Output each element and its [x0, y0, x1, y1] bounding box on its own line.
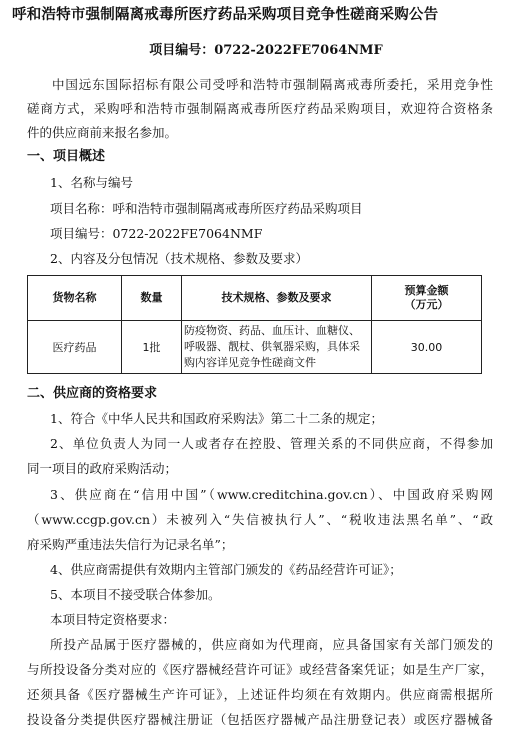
intro-line-3: 件的供应商前来报名参加。 — [27, 125, 178, 140]
requirement-line: 4、供应商需提供有效期内主管部门颁发的《药品经营许可证》； — [50, 562, 402, 577]
item-1-title: 1、名称与编号 — [50, 175, 133, 190]
cell-spec — [182, 321, 372, 374]
requirement-line: 同一项目的政府采购活动； — [27, 461, 178, 476]
requirement-line: 与所投设备分类对应的《医疗器械经营许可证》或经营备案凭证；如是生产厂家， — [27, 662, 493, 677]
intro-line-1: 中国远东国际招标有限公司受呼和浩特市强制隔离戒毒所委托，采用竞争性 — [52, 77, 493, 92]
table-row — [28, 321, 482, 374]
requirement-line: 5、本项目不接受联合体参加。 — [50, 587, 221, 602]
intro-line-2: 磋商方式，采购呼和浩特市强制隔离戒毒所医疗药品采购项目，欢迎符合资格条 — [27, 101, 493, 116]
section-1-heading: 一、项目概述 — [27, 149, 106, 164]
requirement-line: 3、供应商在“信用中国”（www.creditchina.gov.cn）、中国政府采购网 — [50, 487, 493, 502]
header-goods-name: 货物名称 — [28, 276, 122, 321]
cell-budget: 30.00 — [372, 321, 482, 374]
requirement-line: （www.ccgp.gov.cn）未被列入“失信被执行人”、“税收违法黑名单”、“政 — [27, 512, 493, 527]
header-spec: 技术规格、参数及要求 — [182, 276, 372, 321]
section-2-heading: 二、供应商的资格要求 — [27, 386, 158, 401]
requirement-line: 2、单位负责人为同一人或者存在控股、管理关系的不同供应商，不得参加 — [50, 436, 493, 451]
requirement-line: 1、符合《中华人民共和国政府采购法》第二十二条的规定； — [50, 411, 383, 426]
cell-goods-name: 医疗药品 — [28, 321, 122, 374]
requirement-line: 所投产品属于医疗器械的，供应商如为代理商，应具备国家有关部门颁发的 — [50, 637, 493, 652]
requirement-line: 还须具备《医疗器械生产许可证》，上述证件均须在有效期内。供应商需根据所 — [27, 687, 493, 702]
cell-spec-line-3: 购内容详见竞争性磋商文件 — [184, 356, 316, 369]
header-quantity: 数量 — [122, 276, 182, 321]
requirement-line: 府采购严重违法失信行为记录名单”； — [27, 537, 234, 552]
header-budget — [372, 276, 482, 321]
project-number-header: 项目编号：0722-2022FE7064NMF — [149, 43, 383, 58]
procurement-table — [27, 275, 482, 374]
item-2-title: 2、内容及分包情况（技术规格、参数及要求） — [50, 251, 308, 266]
requirement-line: 投设备分类提供医疗器械注册证（包括医疗器械产品注册登记表）或医疗器械备 — [27, 712, 493, 727]
cell-spec-line-2: 呼吸器、靓杖、供氧器采购，具体采 — [184, 340, 360, 353]
header-budget-unit: （万元） — [404, 298, 449, 311]
project-name-line: 项目名称：呼和浩特市强制隔离戒毒所医疗药品采购项目 — [50, 201, 363, 216]
table-header-row — [28, 276, 482, 321]
project-number-line: 项目编号：0722-2022FE7064NMF — [50, 226, 263, 241]
cell-quantity: 1批 — [122, 321, 182, 374]
cell-spec-line-1: 防疫物资、药品、血压计、血糖仪、 — [184, 324, 360, 337]
requirement-line: 本项目特定资格要求： — [50, 612, 176, 627]
header-budget-label: 预算金额 — [404, 284, 449, 297]
document-title: 呼和浩特市强制隔离戒毒所医疗药品采购项目竞争性磋商采购公告 — [12, 6, 439, 23]
